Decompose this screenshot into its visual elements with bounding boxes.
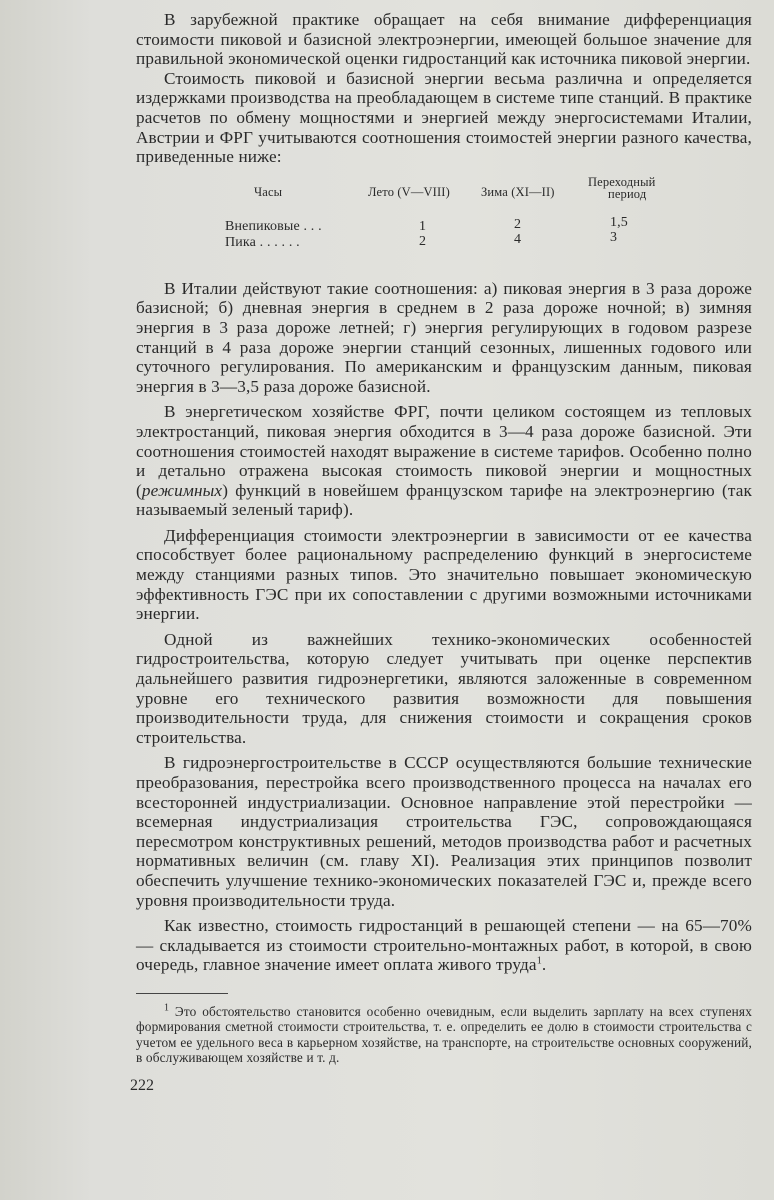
paragraph-6: Одной из важнейших технико-экономических особенностей гидростроительства, которую следует учитывать при оценке перспектив дальнейшего развития гидроэнергетики, являются заложенные в современном уровне его технического развития возможности для повышения производительности труда, для снижения стоимости и сокращения сроков строительства. [136,629,752,747]
header-hours: Часы [254,184,283,199]
row-label: Пика . . . . . . [225,234,300,250]
table-cell: 1,5 [610,214,628,230]
footnote [136,1004,752,1066]
page-number: 222 [130,1077,154,1094]
paragraph-8 [136,916,752,975]
header-summer: Лето (V—VIII) [368,184,450,199]
footnote-text: Это обстоятельство становится особенно очевидным, если выделить зарплату на всех ступенях формирования сметной стоимости строительства, т. е. определить ее долю в стоимости строительства с учетом ее удельного веса в карьерном хозяйстве, на транспорте, на строительстве основных сооружений, в обслуживающем хозяйстве и т. д. [136,1003,752,1066]
footnote-ref: 1 [536,955,542,967]
paragraph-5: Дифференциация стоимости электроэнергии в зависимости от ее качества способствует более рациональному распределению функций в энергосистеме между станциями разных типов. Это значительно повышает экономическую эффективность ГЭС при их сопоставлении с другими возможными источниками энергии. [136,525,752,624]
paragraph-4-text-a: В энергетическом хозяйстве ФРГ, почти целиком состоящем из тепловых электростанций, пиковая энергия обходится в 3—4 раза дороже базисной. Эти соотношения стоимостей находят выражение в системе тарифов. Особенно полно и детально отражена высокая стоимость пиковой энергии и мощностных ( [136,402,752,500]
paragraph-8-end: . [541,955,547,975]
cost-ratio-table [136,173,752,273]
text-column [136,10,752,1066]
paragraph-2: Стоимость пиковой и базисной энергии весьма различна и определяется издержками производства на преобладающем в системе типе станций. В практике расчетов по обмену мощностями и энергией между энергосистемами Италии, Австрии и ФРГ учитываются соотношения стоимостей энергии разного качества, приведенные ниже: [136,68,752,167]
table-cell: 2 [514,216,522,232]
header-transition-2: период [608,186,647,201]
paragraph-4-italic: режимных [141,480,223,500]
paragraph-1: В зарубежной практике обращает на себя внимание дифференциация стоимости пиковой и базисной электроэнергии, имеющей большое значение для правильной экономической оценки гидростанций как источника пиковой энергии. [136,10,752,69]
paragraph-4-text-b: ) функций в новейшем французском тарифе на электроэнергию (так называемый зеленый тариф). [136,480,752,520]
table-cell: 4 [514,231,522,247]
footnote-mark: 1 [164,1002,170,1014]
paragraph-8-text: Как известно, стоимость гидростанций в решающей степени — на 65—70% — складывается из стоимости строительно-монтажных работ, в которой, в свою очередь, главное значение имеет оплата живого труда [136,916,752,975]
table-cell: 2 [419,233,427,249]
paragraph-7: В гидроэнергостроительстве в СССР осуществляются большие технические преобразования, перестройка всего производственного процесса на началах его всесторонней индустриализации. Основное направление этой перестройки — всемерная индустриализация строительства ГЭС, сопровождающаяся пересмотром конструктивных решений, методов производства работ и расчетных нормативных величин (см. главу XI). Реализация этих принципов позволит обеспечить улучшение технико-экономических показателей ГЭС и, прежде всего уровня производительности труда. [136,753,752,910]
table-cell: 1 [419,218,427,234]
paragraph-3: В Италии действуют такие соотношения: а) пиковая энергия в 3 раза дороже базисной; б) дневная энергия в среднем в 2 раза дороже ночной; в) зимняя энергия в 3 раза дороже летней; г) энергия регулирующих в годовом разрезе станций в 4 раза дороже энергии станций сезонных, лишенных годового или суточного регулирования. По американским и французским данным, пиковая энергия в 3—3,5 раза дороже базисной. [136,278,752,396]
paragraph-4 [136,402,752,520]
header-winter: Зима (XI—II) [481,184,555,199]
footnote-divider [136,993,228,994]
row-label: Внепиковые . . . [225,218,322,234]
table-cell: 3 [610,229,618,245]
header-transition-1: Переходный [588,174,656,189]
